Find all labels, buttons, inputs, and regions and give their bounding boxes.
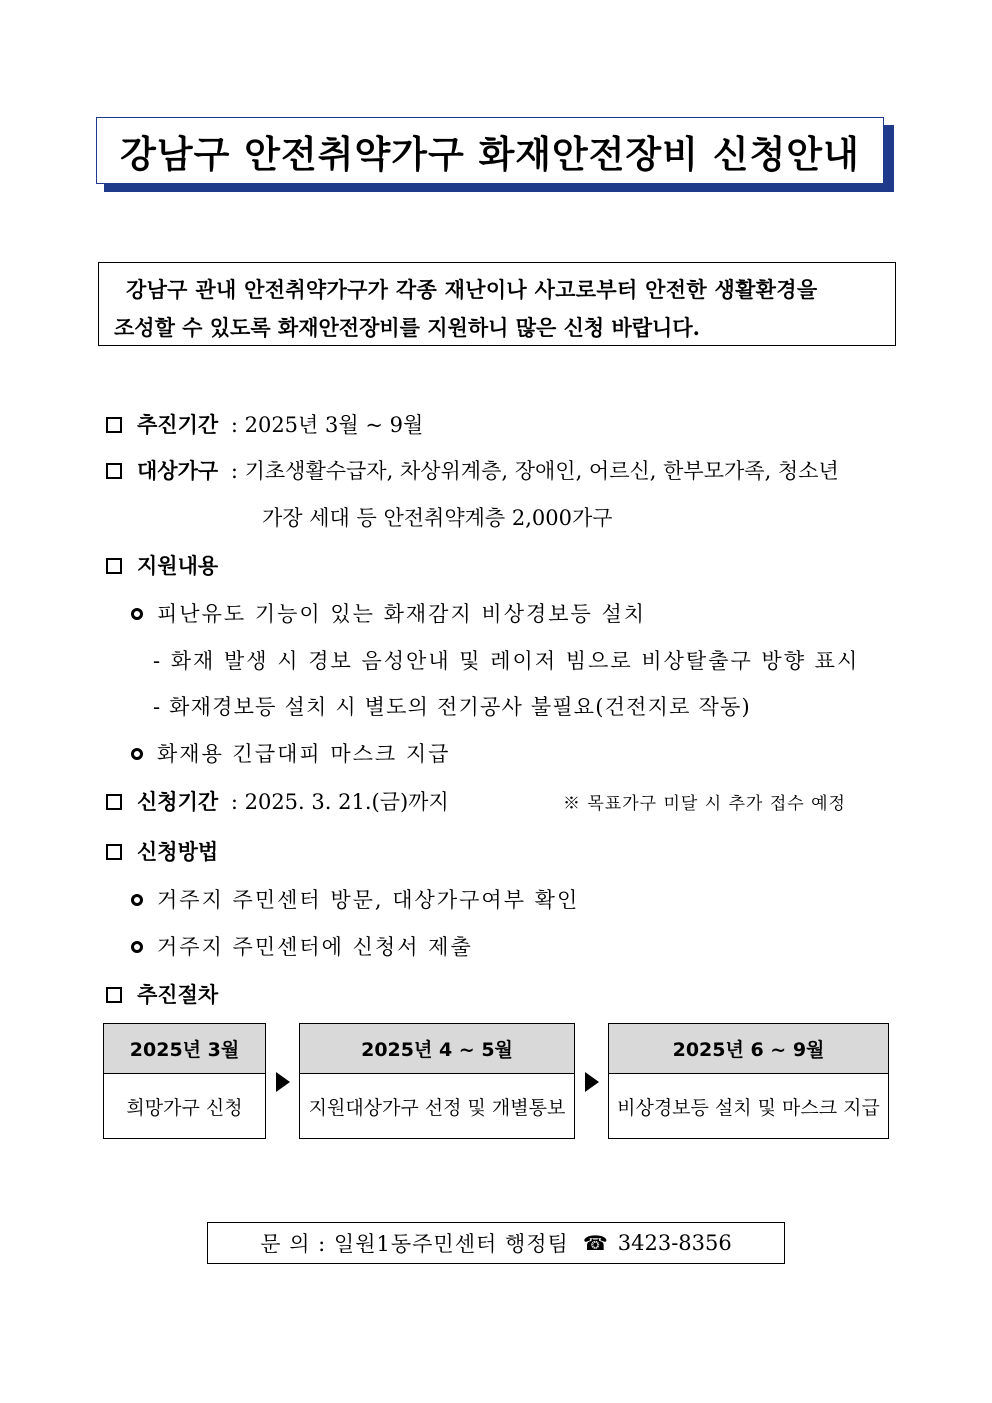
procedure-step-1-task: 희망가구 신청 — [126, 1096, 243, 1119]
telephone-icon: ☎ — [582, 1231, 608, 1255]
target-label: 대상가구 — [137, 458, 219, 483]
apply-period-value: : 2025. 3. 21.(금)까지 — [230, 790, 449, 814]
support-item-1 — [131, 599, 646, 629]
checkbox-icon — [106, 417, 122, 433]
contact-box — [207, 1222, 785, 1264]
contact-label: 문 의 : 일원1동주민센터 행정팀 — [260, 1232, 569, 1256]
target-value-1: : 기초생활수급자, 차상위계층, 장애인, 어르신, 한부모가족, 청소년 — [230, 459, 839, 483]
page-title: 강남구 안전취약가구 화재안전장비 신청안내 — [120, 132, 860, 176]
apply-method-item-1 — [131, 885, 579, 915]
support-sub-1: - 화재 발생 시 경보 음성안내 및 레이저 빔으로 비상탈출구 방향 표시 — [153, 649, 860, 673]
apply-period-note: ※ 목표가구 미달 시 추가 접수 예정 — [563, 794, 846, 814]
procedure-row — [106, 980, 218, 1010]
intro-box — [98, 262, 896, 346]
title-box — [96, 117, 884, 184]
procedure-step-3-period: 2025년 6 ~ 9월 — [609, 1024, 888, 1074]
apply-method-label: 신청방법 — [137, 839, 219, 864]
support-label: 지원내용 — [137, 553, 219, 578]
checkbox-icon — [106, 844, 122, 860]
contact-phone: 3423-8356 — [617, 1231, 732, 1255]
procedure-step-1-period: 2025년 3월 — [104, 1024, 265, 1074]
apply-method-row — [106, 837, 218, 867]
procedure-step-2 — [299, 1023, 575, 1139]
procedure-step-3 — [608, 1023, 889, 1139]
circle-bullet-icon — [131, 748, 143, 760]
circle-bullet-icon — [131, 941, 143, 953]
period-value: : 2025년 3월 ~ 9월 — [230, 413, 424, 437]
procedure-step-2-task: 지원대상가구 선정 및 개별통보 — [308, 1096, 566, 1119]
checkbox-icon — [106, 794, 122, 810]
procedure-step-1 — [103, 1023, 266, 1139]
checkbox-icon — [106, 558, 122, 574]
arrow-right-icon — [585, 1072, 599, 1092]
checkbox-icon — [106, 987, 122, 1003]
target-value-2: 가장 세대 등 안전취약계층 2,000가구 — [262, 506, 613, 530]
support-sub-2: - 화재경보등 설치 시 별도의 전기공사 불필요(건전지로 작동) — [153, 695, 751, 719]
circle-bullet-icon — [131, 894, 143, 906]
procedure-label: 추진절차 — [137, 982, 219, 1007]
support-item-2 — [131, 739, 450, 769]
support-item-1-text: 피난유도 기능이 있는 화재감지 비상경보등 설치 — [157, 602, 647, 626]
support-item-2-text: 화재용 긴급대피 마스크 지급 — [157, 742, 451, 766]
apply-method-item-1-text: 거주지 주민센터 방문, 대상가구여부 확인 — [157, 888, 580, 912]
procedure-step-2-period: 2025년 4 ~ 5월 — [300, 1024, 574, 1074]
apply-period-row — [106, 787, 449, 817]
apply-method-item-2 — [131, 932, 473, 962]
apply-period-label: 신청기간 — [137, 789, 219, 814]
arrow-right-icon — [276, 1072, 290, 1092]
target-row — [106, 456, 839, 486]
period-label: 추진기간 — [137, 412, 219, 437]
circle-bullet-icon — [131, 608, 143, 620]
procedure-step-3-task: 비상경보등 설치 및 마스크 지급 — [617, 1096, 880, 1119]
intro-line-1: 강남구 관내 안전취약가구가 각종 재난이나 사고로부터 안전한 생활환경을 — [126, 277, 818, 302]
support-row — [106, 551, 218, 581]
period-row — [106, 410, 423, 440]
checkbox-icon — [106, 463, 122, 479]
apply-method-item-2-text: 거주지 주민센터에 신청서 제출 — [157, 935, 473, 959]
intro-line-2: 조성할 수 있도록 화재안전장비를 지원하니 많은 신청 바랍니다. — [114, 315, 700, 340]
